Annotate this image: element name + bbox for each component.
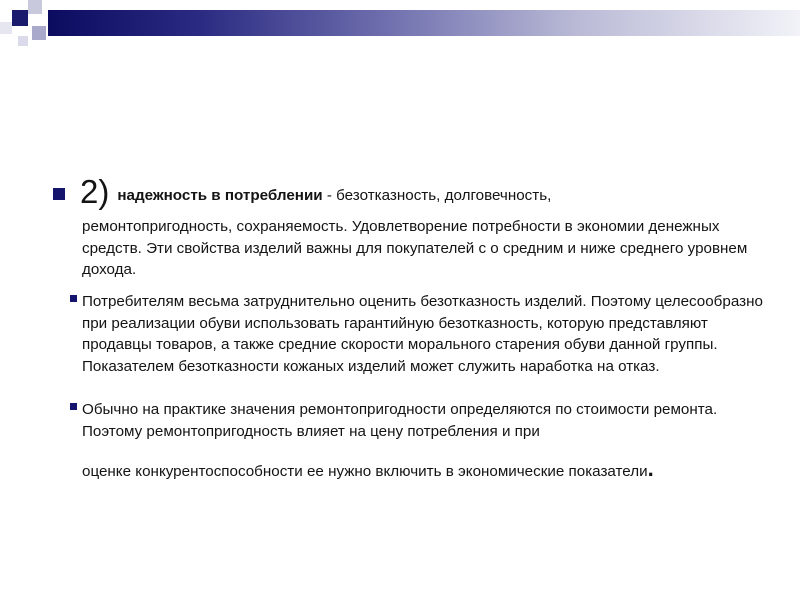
- bullet-3-body: Обычно на практике значения ремонтопригодности определяются по стоимости ремонта. Поэтому ремонтопригодность влияет на цену потребления и при: [82, 401, 718, 440]
- bullet-1-body: ремонтопригодность, сохраняемость. Удовлетворение потребности в экономии денежных средств. Эти свойства изделий важны для покупателей с о средним и ниже среднего уровнем дохода.: [82, 218, 748, 278]
- bullet-3-end-mark: .: [647, 456, 654, 481]
- bullet-1-text: [80, 173, 772, 281]
- bullet-3-last-text: оценке конкурентоспособности ее нужно включить в экономические показатели: [82, 463, 648, 480]
- bullet-3-text: [82, 399, 772, 483]
- bullet-1-term: надежность в потреблении: [117, 187, 323, 204]
- bullet-square-icon: [70, 403, 77, 410]
- bullet-1-heading: [80, 174, 551, 210]
- bullet-square-icon: [70, 295, 77, 302]
- bullet-1-number: 2): [80, 173, 110, 210]
- bullet-2-text: Потребителям весьма затруднительно оценить безотказность изделий. Поэтому целесообразно при реализации обуви использовать гарантийную безотказность, которую представляют продавцы товаров, а также средние скорости морального старения обуви данной группы. Показателем безотказности кожаных изделий может служить наработка на отказ.: [82, 293, 763, 375]
- bullet-3-last-line: [82, 456, 772, 483]
- bullet-1-line1-rest: - безотказность, долговечность,: [322, 187, 552, 204]
- bullet-square-icon: [53, 188, 65, 200]
